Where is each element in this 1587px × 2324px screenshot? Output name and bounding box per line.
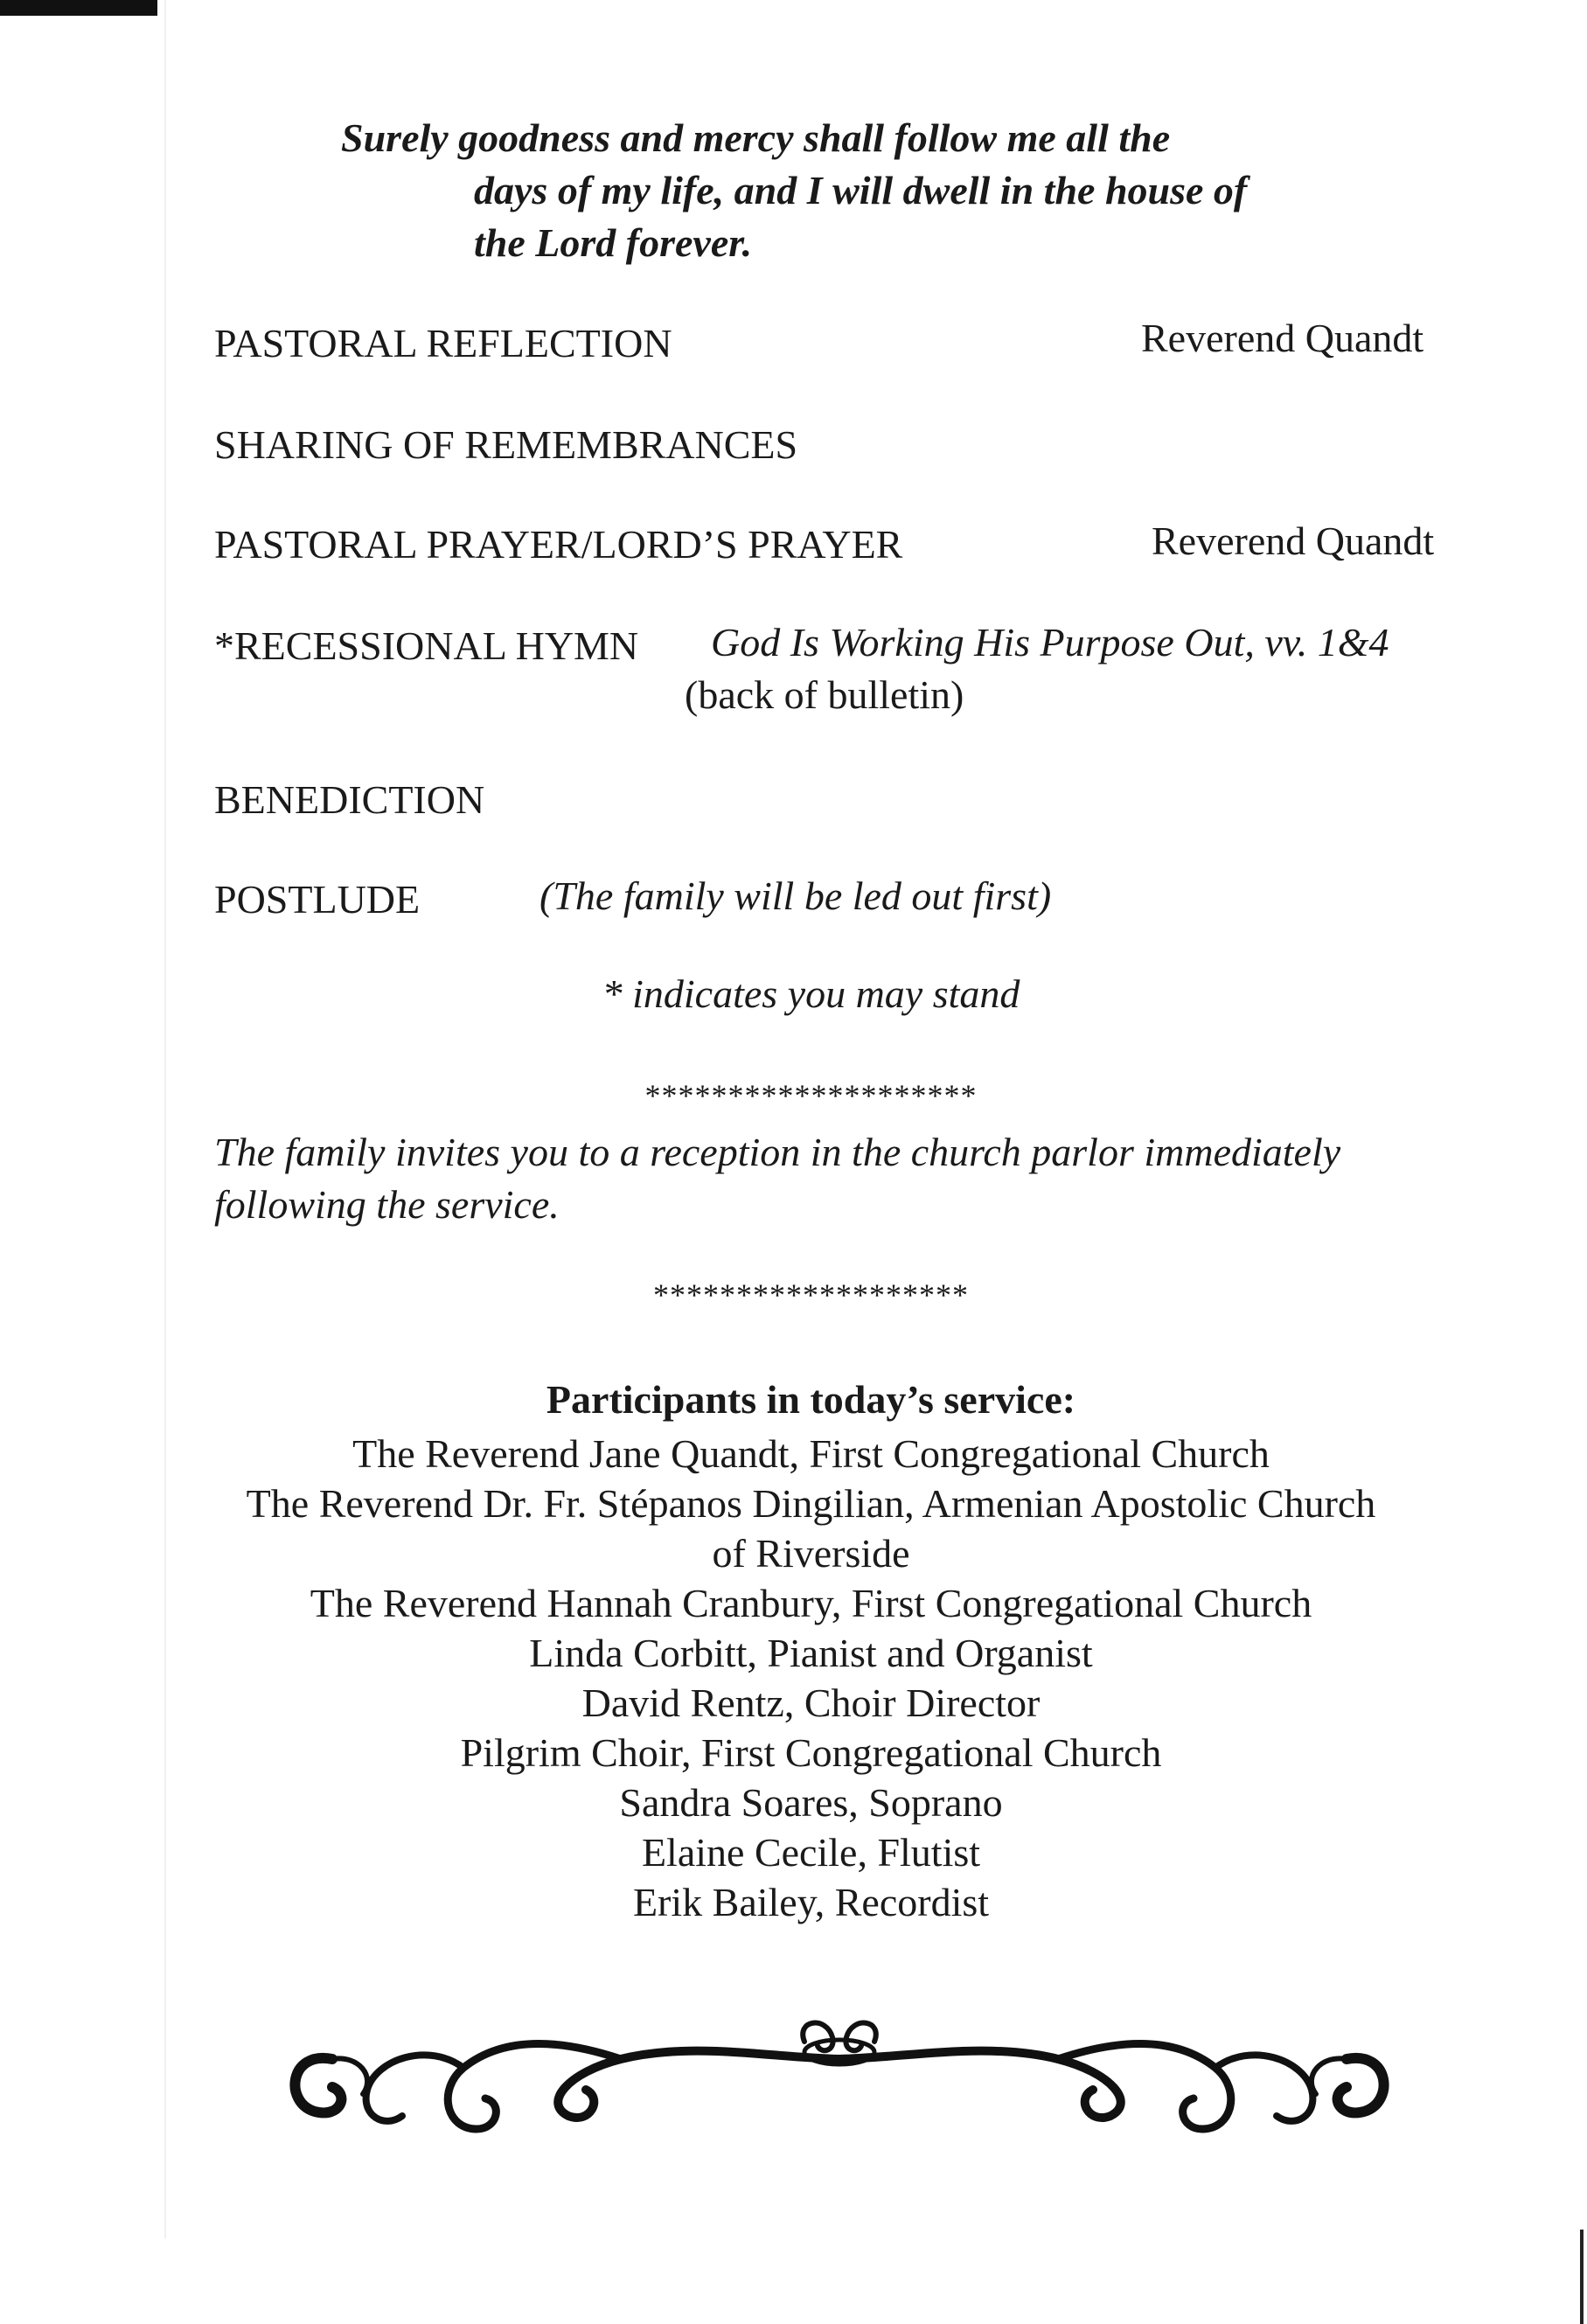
divider-asterisks: ******************* (653, 1277, 969, 1312)
participant-line: The Reverend Hannah Cranbury, First Congregational Church (310, 1581, 1312, 1625)
item-leader: Reverend Quandt (1152, 518, 1435, 563)
stand-note: * indicates you may stand (602, 971, 1020, 1016)
participants-list (0, 1429, 1587, 1927)
participant-line: David Rentz, Choir Director (581, 1680, 1041, 1725)
item-label: PASTORAL REFLECTION (214, 321, 672, 365)
participant-line: Linda Corbitt, Pianist and Organist (529, 1631, 1093, 1675)
participant-line: Pilgrim Choir, First Congregational Church (460, 1730, 1162, 1775)
item-label: BENEDICTION (214, 777, 485, 822)
divider-asterisks: ******************** (644, 1078, 978, 1113)
flourish-ornament (280, 2007, 1399, 2138)
reception-invitation (214, 1126, 1482, 1231)
item-label: PASTORAL PRAYER/LORD’S PRAYER (214, 522, 903, 567)
participant-line: of Riverside (712, 1531, 910, 1576)
hymn-note: (back of bulletin) (685, 672, 964, 717)
item-label: SHARING OF REMEMBRANCES (214, 422, 798, 467)
participant-line: Erik Bailey, Recordist (632, 1880, 990, 1924)
reception-line-2: following the service. (214, 1182, 560, 1227)
item-label: POSTLUDE (214, 877, 421, 922)
item-leader: Reverend Quandt (1141, 316, 1424, 360)
verse-line-1: Surely goodness and mercy shall follow me all the (341, 115, 1171, 160)
participant-line: The Reverend Dr. Fr. Stépanos Dingilian, Armenian Apostolic Church (246, 1481, 1376, 1526)
participants-title: Participants in today’s service: (546, 1377, 1076, 1422)
reception-line-1: The family invites you to a reception in the church parlor immediately (214, 1130, 1341, 1174)
scripture-verse (341, 112, 1390, 269)
participant-line: The Reverend Jane Quandt, First Congregational Church (352, 1431, 1270, 1476)
participant-line: Sandra Soares, Soprano (619, 1780, 1003, 1825)
verse-line-2: days of my life, and I will dwell in the house of (474, 168, 1248, 212)
item-label: *RECESSIONAL HYMN (214, 623, 639, 668)
verse-line-3: the Lord forever. (474, 220, 753, 265)
postlude-note: (The family will be led out first) (539, 873, 1052, 918)
hymn-title: God Is Working His Purpose Out, vv. 1&4 (711, 620, 1389, 664)
participant-line: Elaine Cecile, Flutist (641, 1830, 981, 1875)
